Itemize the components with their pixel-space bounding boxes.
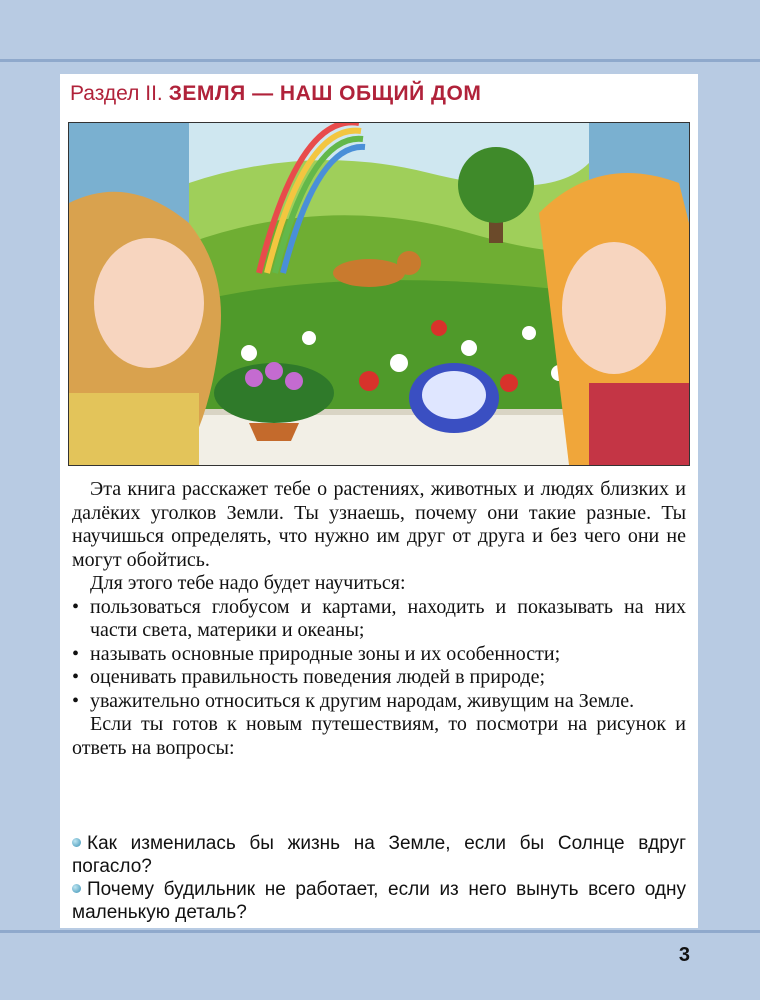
question-1 [72, 832, 686, 878]
window-scene-illustration [68, 122, 690, 466]
list-item: • называть основные природные зоны и их особенности; [72, 643, 686, 667]
questions-block [72, 832, 686, 924]
bullet-dot-icon [72, 884, 81, 893]
question-2 [72, 878, 686, 924]
bottom-margin-band [0, 930, 760, 1000]
question-text: Как изменилась бы жизнь на Земле, если бы Солнце вдруг погасло? [72, 833, 686, 877]
section-label: Раздел II. [70, 82, 163, 105]
illustration-picture [69, 123, 689, 465]
outro-paragraph: Если ты готов к новым путешествиям, то посмотри на рисунок и ответь на вопросы: [72, 713, 686, 759]
intro-paragraph-1: Эта книга расскажет тебе о растениях, животных и людях близких и далёких уголков Земли. Ты узнаешь, почему они такие разные. Ты научишься определять, что нужно им друг от друга и без чего они не могут обойтись. [72, 478, 686, 571]
body-text [72, 478, 686, 760]
list-item: • уважительно относиться к другим народам, живущим на Земле. [72, 690, 686, 714]
intro-paragraph-2: Для этого тебе надо будет научиться: [90, 572, 406, 594]
top-margin-band [0, 0, 760, 62]
section-heading [70, 82, 481, 106]
list-item: • оценивать правильность поведения людей в природе; [72, 666, 686, 690]
question-text: Почему будильник не работает, если из него вынуть всего одну маленькую деталь? [72, 879, 686, 923]
textbook-page [60, 74, 698, 928]
skills-list [72, 596, 686, 714]
list-item: • пользоваться глобусом и картами, находить и показывать на них части света, материки и океаны; [72, 596, 686, 643]
bullet-dot-icon [72, 838, 81, 847]
section-title: ЗЕМЛЯ — НАШ ОБЩИЙ ДОМ [168, 82, 482, 105]
page-number: 3 [678, 944, 690, 966]
